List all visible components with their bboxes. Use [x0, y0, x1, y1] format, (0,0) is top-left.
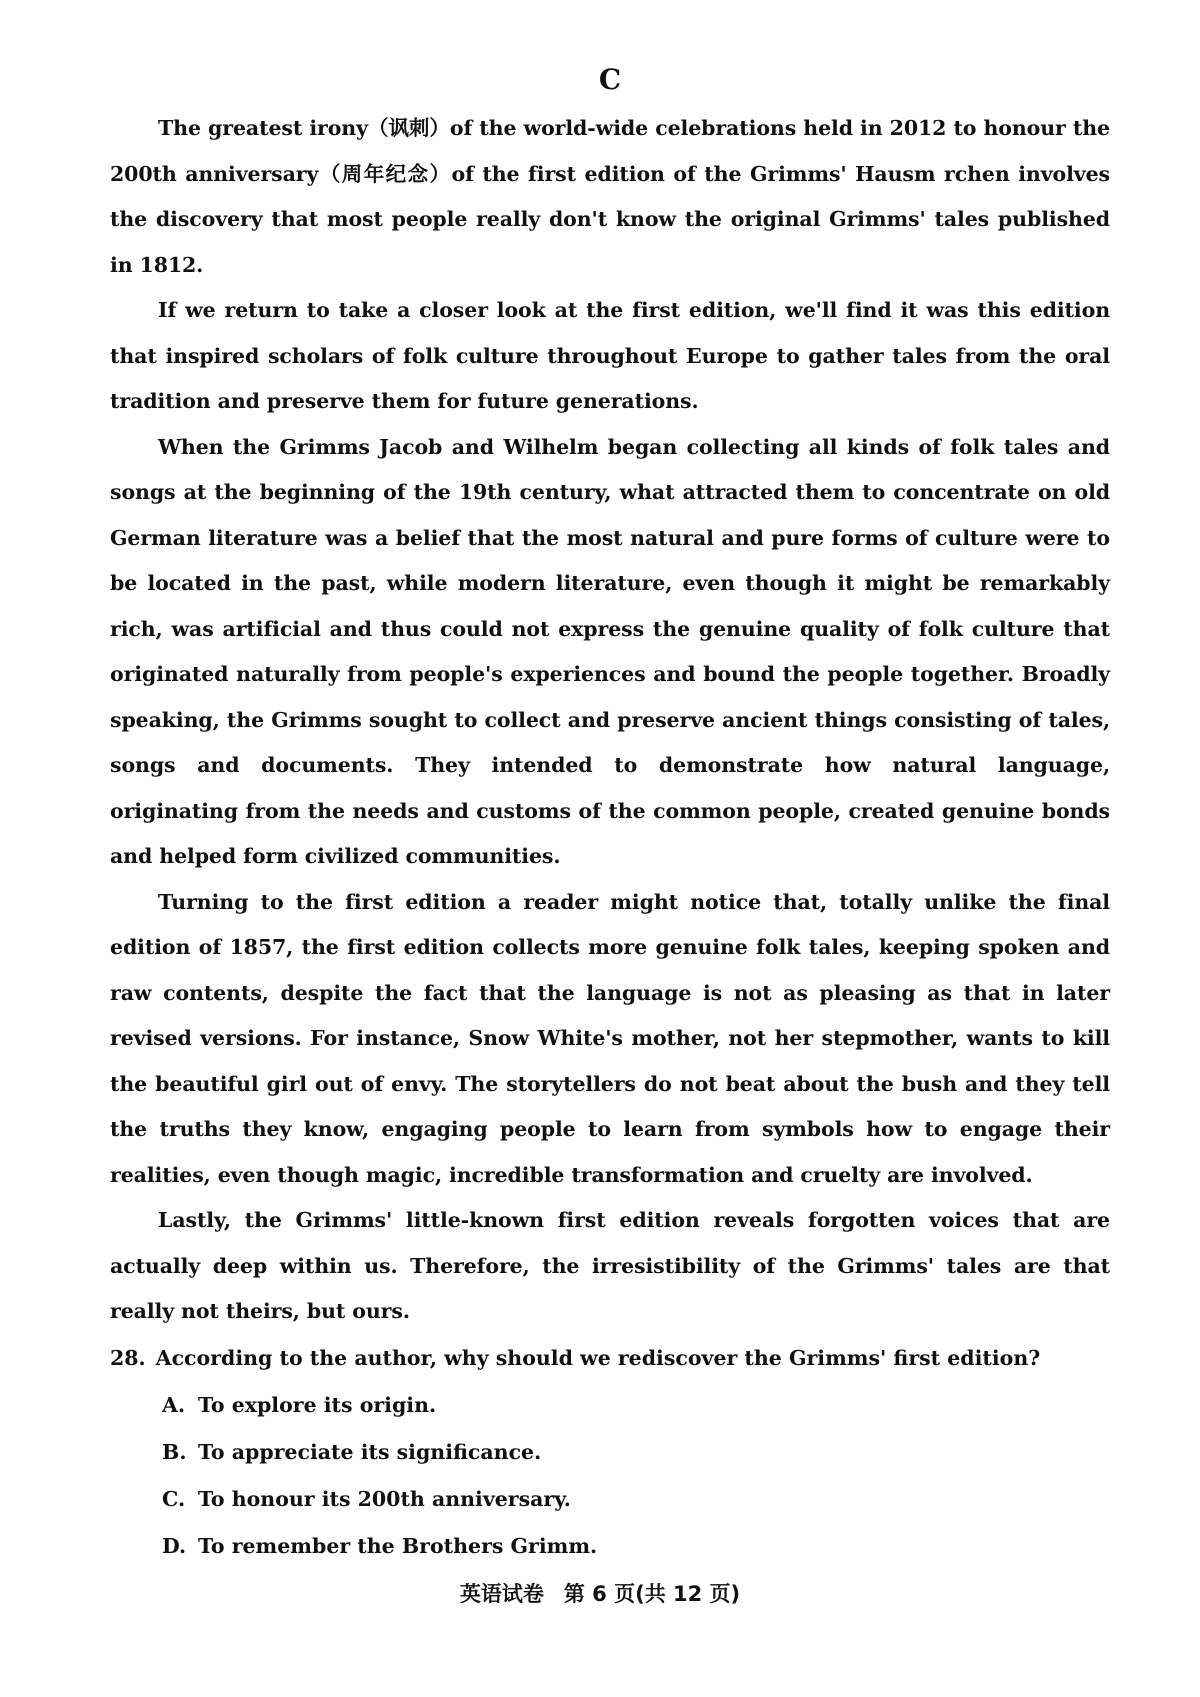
option-text: To appreciate its significance.: [198, 1439, 542, 1464]
passage: [110, 106, 1110, 1335]
option-letter: B.: [162, 1439, 187, 1464]
option-text: To honour its 200th anniversary.: [198, 1486, 571, 1511]
option-text: To remember the Brothers Grimm.: [198, 1533, 598, 1558]
answer-options: [110, 1382, 1110, 1570]
option-text: To explore its origin.: [198, 1392, 437, 1417]
passage-paragraph-3: When the Grimms Jacob and Wilhelm began collecting all kinds of folk tales and songs at the beginning of the 19th century, what attracted them to concentrate on old German literature was a belief that the most natural and pure forms of culture were to be located in the past, while modern literature, even though it might be remarkably rich, was artificial and thus could not express the genuine quality of folk culture that originated naturally from people's experiences and bound the people together. Broadly speaking, the Grimms sought to collect and preserve ancient things consisting of tales, songs and documents. They intended to demonstrate how natural language, originating from the needs and customs of the common people, created genuine bonds and helped form civilized communities.: [110, 434, 1110, 868]
question-number: 28.: [110, 1345, 146, 1370]
question-stem: [110, 1335, 1110, 1382]
passage-paragraph-5: Lastly, the Grimms' little-known first edition reveals forgotten voices that are actually deep within us. Therefore, the irresistibility of the Grimms' tales are that really not theirs, but ours.: [110, 1208, 1110, 1323]
option-b: [162, 1429, 1110, 1476]
section-letter: C: [598, 63, 622, 96]
exam-page: [110, 60, 1110, 1570]
option-a: [162, 1382, 1110, 1429]
page-footer: [0, 1578, 1200, 1608]
passage-paragraph-1: The greatest irony（讽刺）of the world-wide celebrations held in 2012 to honour the 200th anniversary（周年纪念）of the first edition of the Grimms' Hausm rchen involves the discovery that most people really don't know the original Grimms' tales published in 1812.: [110, 116, 1110, 277]
passage-paragraph-2: If we return to take a closer look at the first edition, we'll find it was this edition that inspired scholars of folk culture throughout Europe to gather tales from the oral tradition and preserve them for future generations.: [110, 298, 1110, 413]
passage-paragraph-4: Turning to the first edition a reader might notice that, totally unlike the final edition of 1857, the first edition collects more genuine folk tales, keeping spoken and raw contents, despite the fact that the language is not as pleasing as that in later revised versions. For instance, Snow White's mother, not her stepmother, wants to kill the beautiful girl out of envy. The storytellers do not beat about the bush and they tell the truths they know, engaging people to learn from symbols how to engage their realities, even though magic, incredible transformation and cruelty are involved.: [110, 889, 1110, 1187]
option-c: [162, 1476, 1110, 1523]
option-letter: A.: [162, 1392, 186, 1417]
question-text: According to the author, why should we rediscover the Grimms' first edition?: [155, 1345, 1041, 1370]
option-letter: C.: [162, 1486, 186, 1511]
footer-subject: 英语试卷: [459, 1582, 544, 1606]
option-d: [162, 1523, 1110, 1570]
footer-page-info: 第 6 页(共 12 页): [563, 1582, 741, 1606]
option-letter: D.: [162, 1533, 187, 1558]
question-28: [110, 1335, 1110, 1570]
